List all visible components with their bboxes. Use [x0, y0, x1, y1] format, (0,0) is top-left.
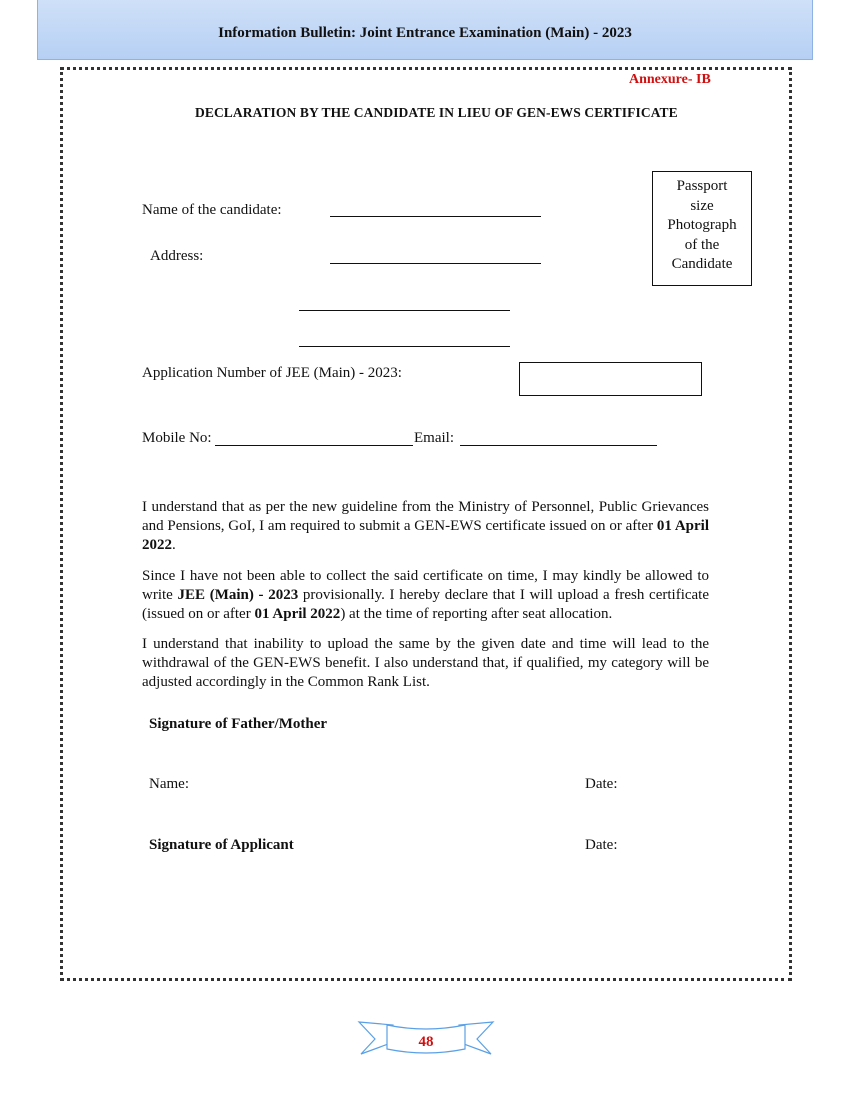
photo-text-line: Photograph: [667, 217, 737, 233]
paragraph-text: .: [172, 537, 176, 553]
exam-emphasis: JEE (Main) - 2023: [177, 587, 299, 603]
paragraph-text: Since I have not been able to collect the said certificate on time, I may kindly be allowed to write: [142, 568, 709, 603]
address-field-line-2[interactable]: [299, 310, 510, 311]
applicant-signature-label: Signature of Applicant: [149, 837, 294, 853]
applicant-date-label: Date:: [585, 837, 618, 853]
photo-text-line: Candidate: [671, 256, 733, 272]
header-title: Information Bulletin: Joint Entrance Examination (Main) - 2023: [218, 25, 632, 41]
parent-date-label: Date:: [585, 776, 618, 792]
mobile-field[interactable]: [215, 445, 413, 446]
paragraph-text: provisionally. I hereby declare that I will upload a fresh certificate (issued on or after: [142, 587, 710, 622]
email-label: Email:: [414, 430, 454, 446]
paragraph-text: I understand that as per the new guideline from the Ministry of Personnel, Public Grievances and Pensions, GoI, I am required to submit a GEN-EWS certificate issued on or after: [142, 499, 709, 534]
name-label: Name of the candidate:: [142, 202, 282, 218]
declaration-title: DECLARATION BY THE CANDIDATE IN LIEU OF GEN-EWS CERTIFICATE: [195, 105, 678, 120]
address-label: Address:: [150, 248, 204, 264]
mobile-label: Mobile No:: [142, 430, 212, 446]
page-number: 48: [418, 1034, 434, 1050]
date-emphasis: 01 April 2022: [142, 518, 709, 553]
photo-text-line: size: [690, 197, 714, 214]
photo-placeholder: [652, 171, 752, 286]
address-field-line-3[interactable]: [299, 346, 510, 347]
paragraph-text: I understand that inability to upload the same by the given date and time will lead to the withdrawal of the GEN-EWS benefit. I also understand that, if qualified, my category will be adjusted accordingly in the Common Rank List.: [142, 636, 709, 690]
name-field[interactable]: [330, 216, 541, 217]
address-field-line-1[interactable]: [330, 263, 541, 264]
annexure-label: Annexure- IB: [629, 72, 711, 87]
paragraph-1: [142, 498, 709, 555]
photo-text-line: Passport: [676, 178, 728, 194]
paragraph-2: [142, 567, 709, 624]
paragraph-3: [142, 635, 709, 692]
header-band: [37, 0, 813, 60]
email-field[interactable]: [460, 445, 657, 446]
paragraph-text: ) at the time of reporting after seat allocation.: [340, 606, 613, 622]
photo-text-line: of the: [684, 236, 720, 253]
parent-name-label: Name:: [149, 776, 189, 792]
application-number-field[interactable]: [519, 362, 702, 396]
parent-signature-label: Signature of Father/Mother: [149, 716, 328, 732]
date-emphasis: 01 April 2022: [254, 606, 341, 622]
application-number-label: Application Number of JEE (Main) - 2023:: [142, 365, 402, 381]
